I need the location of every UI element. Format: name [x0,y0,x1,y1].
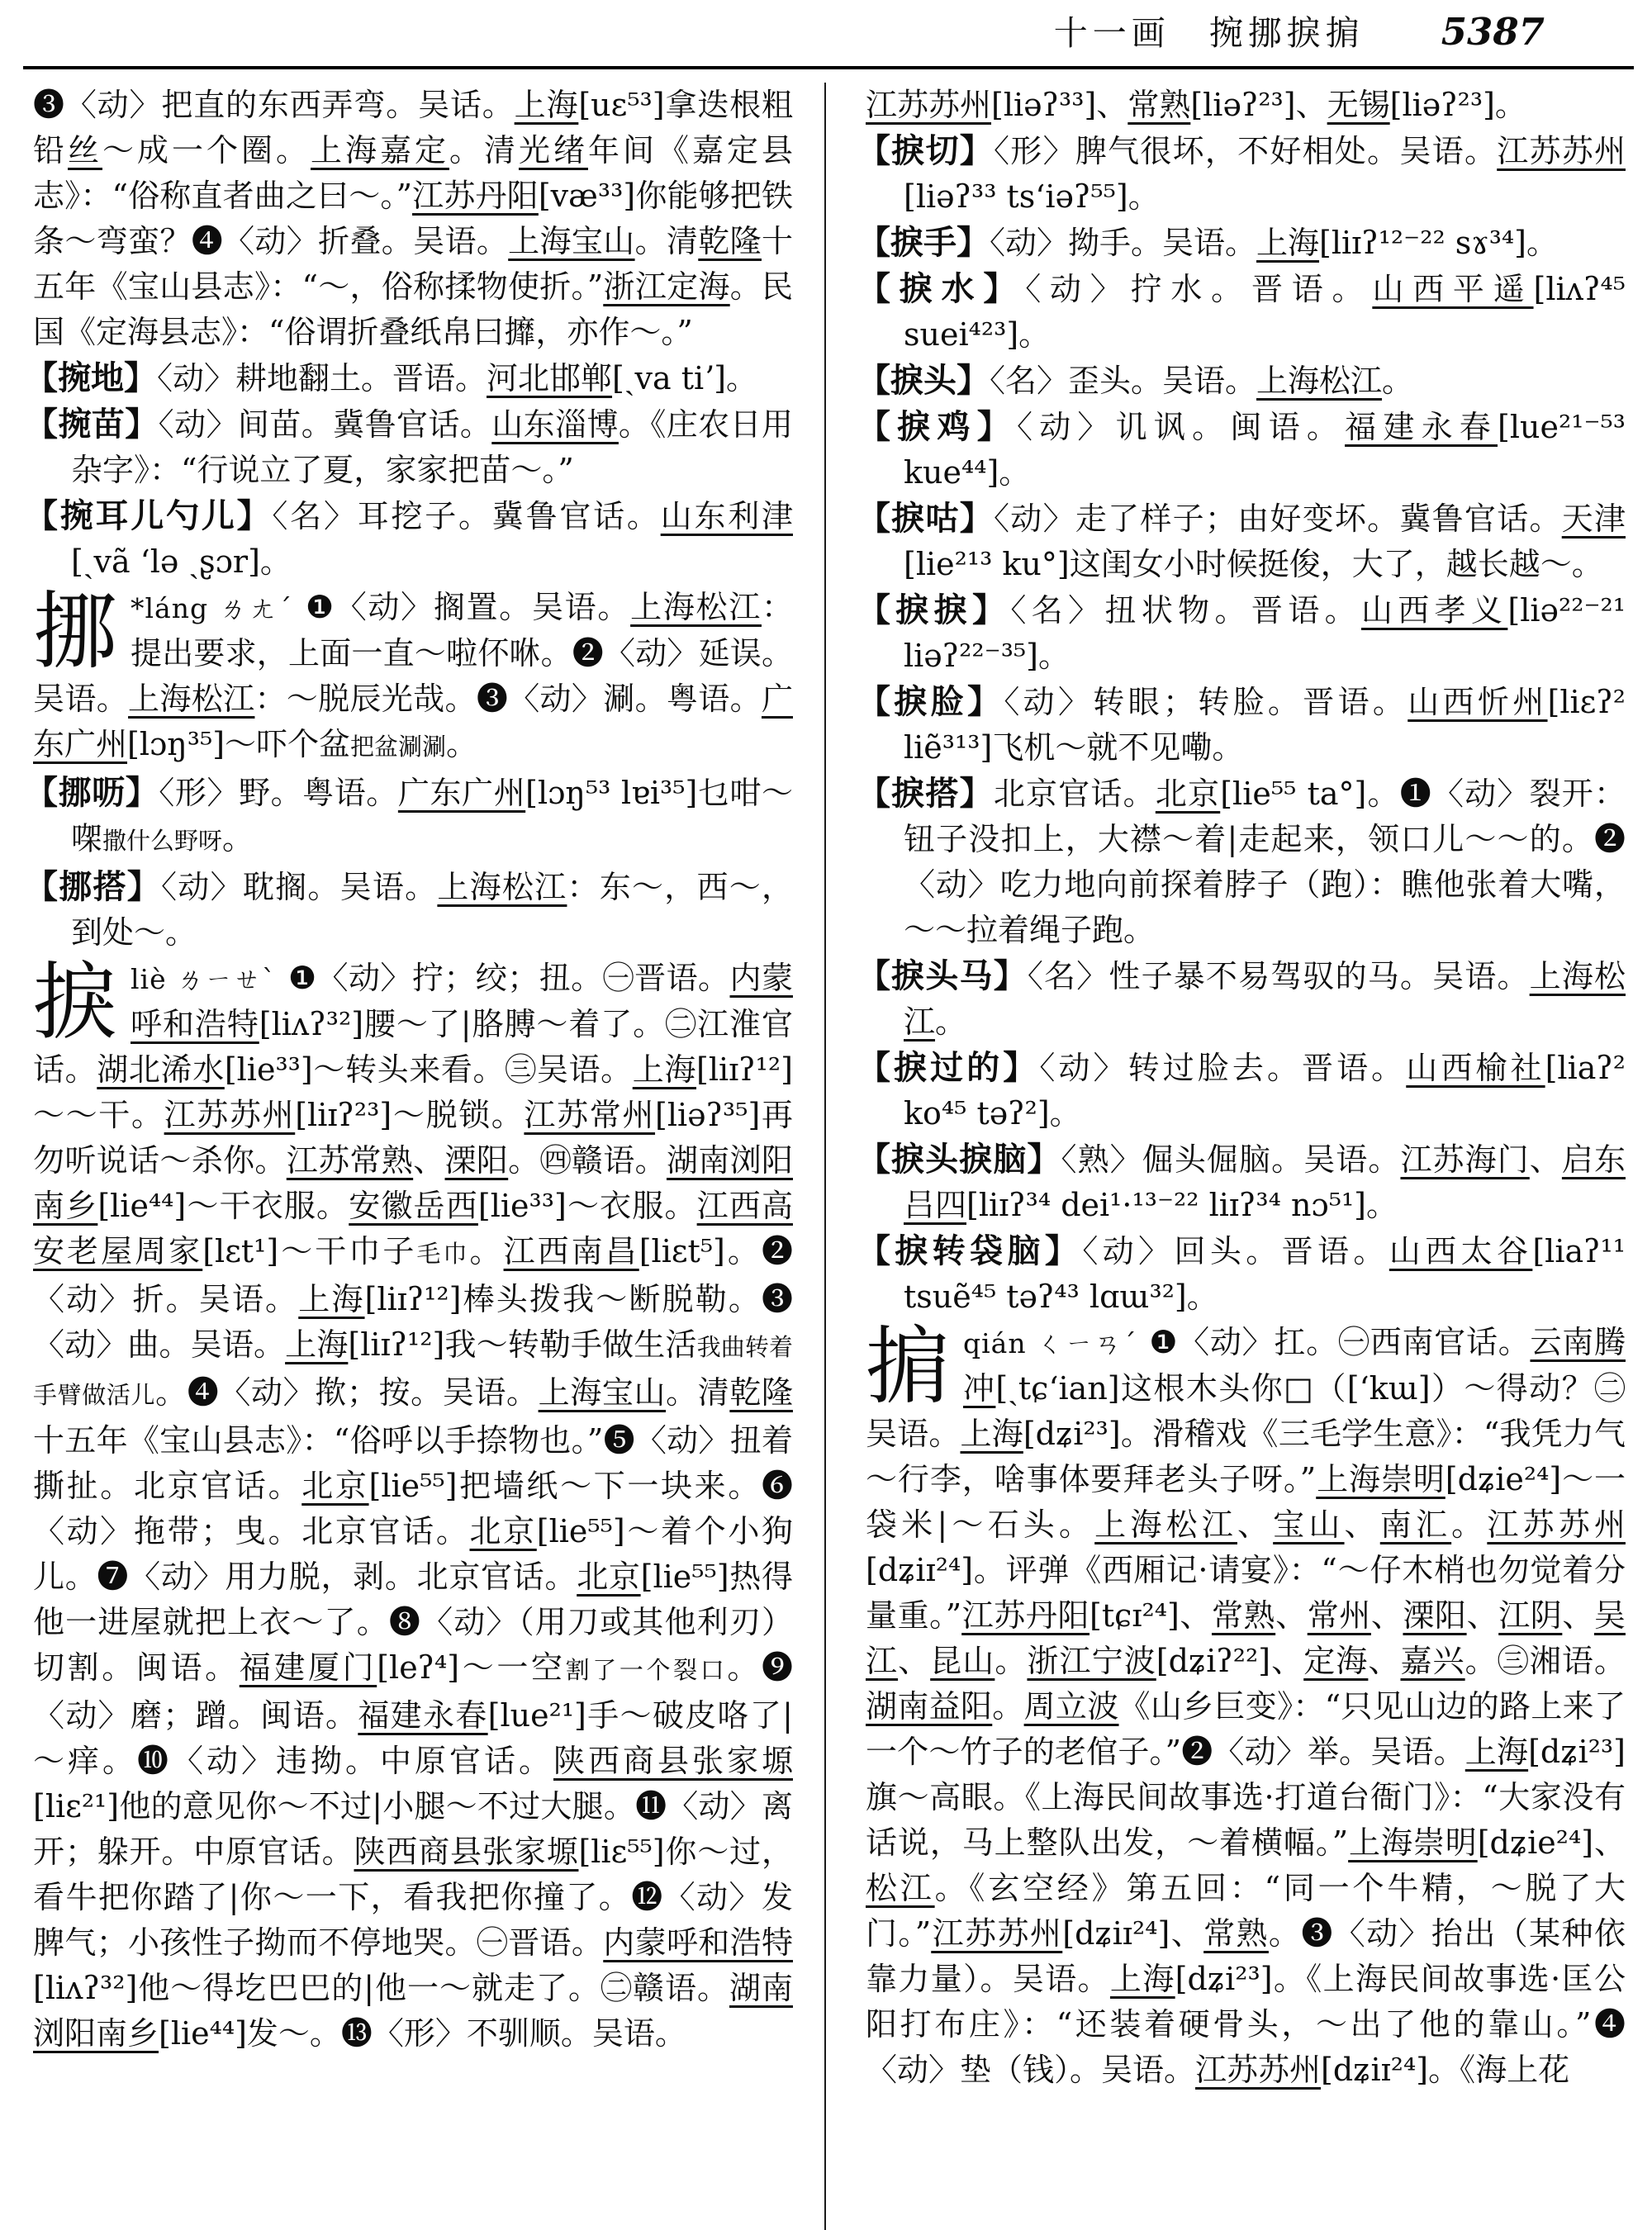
headword: 【捥苗】 [25,405,159,444]
headword: 【捩咕】 [857,499,995,538]
headword: 【捥耳儿勺儿】 [25,496,273,535]
header-rule [23,66,1634,69]
place-name: 湖南浏阳南乡 [33,1970,793,2052]
place-name: 上海 [298,1281,365,1317]
place-name: 上海松江 [1256,363,1383,399]
place-name: 江阴 [1498,1597,1563,1634]
place-name: 云南腾冲 [963,1324,1626,1407]
place-name: 乾隆 [698,223,762,259]
dict-big-entry: 掮qián ㄑㄧㄢˊ ❶〈动〉扛。㊀西南官话。云南腾冲[ˎtɕʻian]这根木头你□（[ʻkɯ]）～得动？㊁吴语。上海[dʑi²³]。滑稽戏《三毛学生意》：“我凭力气～行李，啥事体要拜老头子呀。”上海崇明[dʑie²⁴]～一袋米|～石头。上海松江、宝山、南汇。江苏苏州[dʑiɪ²⁴]。评弹《西厢记·请宴》：“～仔木梢也勿觉着分量重。”江苏丹阳[tɕɪ²⁴]、常熟、常州、溧阳、江阴、吴江、昆山。浙江宁波[dʑiʔ²²]、定海、嘉兴。㊂湘语。湖南益阳。周立波《山乡巨变》：“只见山边的路上来了一个～竹子的老倌子。”❷〈动〉举。吴语。上海[dʑi²³]旗～高眼。《上海民间故事选·打道台衙门》：“大家没有话说，马上整队出发，～着横幅。”上海崇明[dʑie²⁴]、松江。《玄空经》第五回：“同一个牛精，～脱了大门。”江苏苏州[dʑiɪ²⁴]、常熟。❸〈动〉抬出（某种依靠力量）。吴语。上海[dʑi²³]。《上海民间故事选·匡公阳打布庄》：“还装着硬骨头，～出了他的靠山。”❹〈动〉垫（钱）。吴语。江苏苏州[dʑiɪ²⁴]。《海上花 [866,1318,1626,2088]
right-column [857,83,1626,2230]
headword-character: 捩 [33,954,117,1052]
page-number: 5387 [1441,10,1545,54]
place-name: 山西太谷 [1389,1233,1533,1269]
place-name: 启东吕四 [904,1141,1626,1223]
left-column [25,83,793,2230]
dict-entry: 【捩头马】〈名〉性子暴不易驾驭的马。吴语。上海松江。 [857,956,1626,1040]
place-name: 昆山 [930,1643,995,1679]
place-name: 山东淄博 [491,406,619,443]
headword: 【捩切】 [857,131,995,170]
place-name: 山东利津 [660,498,793,534]
place-name: 溧阳 [1403,1597,1467,1634]
page-header [0,12,1545,54]
dict-entry: 【挪搭】〈动〉耽搁。吴语。上海松江：东～，西～，到处～。 [25,867,793,951]
column-divider [824,83,826,2230]
place-name: 北京 [577,1559,641,1595]
place-name: 上海 [632,1051,697,1088]
place-name: 浙江定海 [603,268,730,305]
place-name: 福建厦门 [239,1649,377,1686]
place-name: 上海宝山 [538,1374,667,1411]
place-name: 上海 [1256,225,1320,261]
place-name: 松江 [866,1870,935,1906]
place-name: 江西高安老屋周家 [33,1188,793,1269]
place-name: 江苏常熟 [286,1142,414,1179]
place-name: 山西榆社 [1406,1050,1545,1086]
place-name: 天津 [1561,501,1626,537]
place-name: 上海 [1464,1734,1529,1770]
place-name: 陕西商县张家塬 [553,1743,793,1779]
dict-entry: 【捩切】〈形〉脾气很坏，不好相处。吴语。江苏苏州[liəʔ³³ tsʻiəʔ⁵⁵]。 [857,131,1626,215]
headword: 【捩脸】 [857,682,1004,721]
dict-continuation-paragraph: ❸〈动〉把直的东西弄弯。吴话。上海[uɛ⁵³]拿迭根粗铅丝～成一个圈。上海嘉定。清光绪年间《嘉定县志》：“俗称直者曲之曰～。”江苏丹阳[væ³³]你能够把铁条～弯蛮？❹〈动〉折叠。吴语。上海宝山。清乾隆十五年《宝山县志》：“～，俗称揉物使折。”浙江定海。民国《定海县志》：“俗谓折叠纸帛曰攠，亦作～。” [33,87,793,350]
dict-entry: 【挪呖】〈形〉野。粤语。广东广州[lɔŋ⁵³ lɐi³⁵]乜咁～㗎撒什么野呀。 [25,773,793,856]
place-name: 上海 [285,1326,349,1363]
place-name: 江苏苏州 [1497,133,1626,169]
place-name: 北京 [301,1468,369,1504]
dict-entry: 【捩转袋脑】〈动〉回头。晋语。山西太谷[liaʔ¹¹ tsuẽ⁴⁵ təʔ⁴³ lɑɯ³²]。 [857,1231,1626,1315]
place-name: 常熟 [1203,1915,1269,1952]
pronunciation: *láng ㄌㄤˊ [131,592,294,624]
dict-entry: 【捩搭】北京官话。北京[lie⁵⁵ ta°]。❶〈动〉裂开：钮子没扣上，大襟～着|走起来，领口儿～～的。❷〈动〉吃力地向前探着脖子（跑）：瞧他张着大嘴，～～拉着绳子跑。 [857,774,1626,948]
running-title: 十一画 捥挪捩掮 [1053,13,1365,53]
place-name: 江苏丹阳 [961,1597,1090,1634]
place-name: 河北邯郸 [487,360,613,396]
place-name: 北京 [1155,776,1221,812]
dict-continuation-paragraph: 江苏苏州[liəʔ³³]、常熟[liəʔ²³]、无锡[liəʔ²³]。 [866,87,1526,123]
headword: 【捩捩】 [857,591,1011,629]
place-name: 溧阳 [444,1142,509,1179]
place-name: 江苏海门 [1400,1141,1530,1178]
place-name: 上海松江 [128,681,255,717]
gloss-text: 撒什么野呀 [102,827,223,855]
place-name: 江苏苏州 [931,1915,1063,1952]
place-name: 上海松江 [1094,1506,1237,1543]
place-name: 丝 [68,132,102,168]
place-name: 山西平遥 [1372,271,1534,307]
place-name: 吴江 [866,1597,1626,1679]
place-name: 江西南昌 [503,1233,639,1269]
place-name: 上海崇明 [1316,1461,1446,1497]
place-name: 南汇 [1379,1506,1452,1543]
place-name: 山西忻州 [1408,684,1548,720]
place-name: 上海松江 [904,958,1626,1040]
place-name: 湖南浏阳南乡 [33,1142,793,1224]
place-name: 山西孝义 [1360,592,1508,629]
headword: 【捩过的】 [857,1048,1040,1087]
place-name: 江苏苏州 [1195,2052,1322,2088]
place-name: 内蒙呼和浩特 [603,1924,793,1961]
dict-entry: 【捩头捩脑】〈熟〉倔头倔脑。吴语。江苏海门、启东吕四[liɪʔ³⁴ dei¹·¹³⁻²² liɪʔ³⁴ nɔ⁵¹]。 [857,1140,1626,1223]
place-name: 广东广州 [33,681,793,762]
place-name: 嘉兴 [1400,1643,1465,1679]
place-name: 定海 [1303,1643,1369,1679]
place-name: 陕西商县张家塬 [354,1834,579,1870]
place-name: 浙江宁波 [1027,1643,1156,1679]
headword: 【捩转袋脑】 [857,1231,1083,1270]
place-name: 湖北浠水 [97,1051,225,1088]
pronunciation: qián ㄑㄧㄢˊ [963,1327,1138,1359]
dict-entry: 【捩咕】〈动〉走了样子；由好变坏。冀鲁官话。天津[lie²¹³ ku°]这闺女小时候挺俊，大了，越长越～。 [857,499,1626,582]
text-columns [25,83,1627,2230]
place-name: 常州 [1307,1597,1371,1634]
place-name: 江苏常州 [524,1097,656,1133]
headword: 【挪搭】 [25,867,162,906]
place-name: 上海松江 [630,589,762,625]
place-name: 江苏苏州 [164,1097,296,1133]
place-name: 江苏苏州 [1487,1506,1626,1543]
place-name: 上海崇明 [1348,1824,1478,1861]
headword: 【捩头】 [857,361,990,400]
place-name: 上海宝山 [508,223,635,259]
place-name: 安徽岳西 [349,1188,478,1224]
place-name: 福建永春 [358,1697,488,1734]
place-name: 无锡 [1327,87,1390,123]
place-name: 江苏苏州 [866,87,992,123]
place-name: 福建永春 [1345,409,1498,445]
headword: 【挪呖】 [25,773,159,812]
dict-entry: 【捥苗】〈动〉间苗。冀鲁官话。山东淄博。《庄农日用杂字》：“行说立了夏，家家把苗～。” [25,405,793,488]
place-name: 上海 [514,87,579,123]
dict-entry: 【捩脸】〈动〉转眼；转脸。晋语。山西忻州[liɛʔ² liẽ³¹³]飞机～就不见嘞。 [857,682,1626,766]
dict-entry: 【捩手】〈动〉拗手。吴语。上海[liɪʔ¹²⁻²² sɤ³⁴]。 [857,223,1558,262]
dict-entry: 【捩水】〈动〉拧水。晋语。山西平遥[liʌʔ⁴⁵ suei⁴²³]。 [857,269,1626,353]
place-name: 光绪 [518,132,588,168]
headword: 【捩水】 [857,269,1026,308]
dict-entry: 【捩头】〈名〉歪头。吴语。上海松江。 [857,361,1414,400]
place-name: 北京 [469,1513,537,1549]
headword: 【捩头马】 [857,956,1028,995]
dict-entry: 【捩捩】〈名〉扭状物。晋语。山西孝义[liə²²⁻²¹ liəʔ²²⁻³⁵]。 [857,591,1626,674]
gloss-text: 割了一个裂口 [565,1656,728,1684]
place-name: 宝山 [1273,1506,1345,1543]
place-name: 上海嘉定 [310,132,449,168]
dict-big-entry: 捩liè ㄌㄧㄝˋ ❶〈动〉拧；绞；扭。㊀晋语。内蒙呼和浩特[liʌʔ³²]腰～了|胳膊～着了。㊁江淮官话。湖北浠水[lie³³]～转头来看。㊂吴语。上海[liɪʔ¹²]～～干。江苏苏州[liɪʔ²³]～脱锁。江苏常州[liəʔ³⁵]再勿听说话～杀你。江苏常熟、溧阳。㊃赣语。湖南浏阳南乡[lie⁴⁴]～干衣服。安徽岳西[lie³³]～衣服。江西高安老屋周家[lɛt¹]～干巾子毛巾。江西南昌[liɛt⁵]。❷〈动〉折。吴语。上海[liɪʔ¹²]棒头拨我～断脱勒。❸〈动〉曲。吴语。上海[liɪʔ¹²]我～转勒手做生活我曲转着手臂做活儿。❹〈动〉揿；按。吴语。上海宝山。清乾隆十五年《宝山县志》：“俗呼以手捺物也。”❺〈动〉扭着撕扯。北京官话。北京[lie⁵⁵]把墙纸～下一块来。❻〈动〉拖带；曳。北京官话。北京[lie⁵⁵]～着个小狗儿。❼〈动〉用力脱，剥。北京官话。北京[lie⁵⁵]热得他一进屋就把上衣～了。❽〈动〉（用刀或其他利刃）切割。闽语。福建厦门[leʔ⁴]～一空割了一个裂口。❾〈动〉磨；蹭。闽语。福建永春[lue²¹]手～破皮咯了|～痒。❿〈动〉违拗。中原官话。陕西商县张家塬[liɛ²¹]他的意见你～不过|小腿～不过大腿。⓫〈动〉离开；躲开。中原官话。陕西商县张家塬[liɛ⁵⁵]你～过，看牛把你踏了|你～一下，看我把你撞了。⓬〈动〉发脾气；小孩性子拗而不停地哭。㊀晋语。内蒙呼和浩特[liʌʔ³²]他～得圪巴巴的|他一～就走了。㊁赣语。湖南浏阳南乡[lie⁴⁴]发～。⓭〈形〉不驯顺。吴语。 [33,954,793,2052]
dict-entry: 【捥耳儿勺儿】〈名〉耳挖子。冀鲁官话。山东利津[ˎvã ʻlə ˎʂɔr]。 [25,496,793,580]
dict-big-entry: 挪 *láng ㄌㄤˊ ❶〈动〉搁置。吴语。上海松江：提出要求，上面一直～啦伓咻。❷〈动〉延误。吴语。上海松江：～脱辰光哉。❸〈动〉涮。粤语。广东广州[lɔŋ³⁵]～吓个盆把盆涮涮。 [33,583,793,762]
place-name: 乾隆 [729,1374,793,1411]
dict-entry: 【捩鸡】〈动〉讥讽。闽语。福建永春[lue²¹⁻⁵³ kue⁴⁴]。 [857,407,1626,491]
headword: 【捩手】 [857,223,990,262]
headword: 【捥地】 [25,358,157,397]
headword-character: 挪 [33,583,117,681]
dict-entry: 【捥地】〈动〉耕地翻土。晋语。河北邯郸[ˎva tiʼ]。 [25,358,758,397]
gloss-text: 把盆涮涮 [350,733,447,761]
pronunciation: liè ㄌㄧㄝˋ [131,963,277,995]
place-name: 上海 [960,1416,1023,1452]
gloss-text: 我曲转着手臂做活儿 [33,1333,793,1409]
place-name: 周立波 [1023,1688,1119,1725]
place-name: 广东广州 [397,775,526,811]
gloss-text: 毛巾 [416,1240,470,1268]
headword-character: 掮 [866,1318,950,1416]
place-name: 常熟 [1211,1597,1276,1634]
headword: 【捩头捩脑】 [857,1140,1061,1179]
place-name: 湖南益阳 [866,1688,993,1725]
place-name: 江苏丹阳 [412,178,539,214]
place-name: 上海松江 [437,869,567,905]
dict-entry: 【捩过的】〈动〉转过脸去。晋语。山西榆社[liaʔ² ko⁴⁵ təʔ²]。 [857,1048,1626,1132]
headword: 【捩搭】 [857,774,994,813]
place-name: 常熟 [1127,87,1191,123]
headword: 【捩鸡】 [857,407,1017,446]
place-name: 内蒙呼和浩特 [131,960,793,1042]
place-name: 上海 [1109,1961,1175,1997]
